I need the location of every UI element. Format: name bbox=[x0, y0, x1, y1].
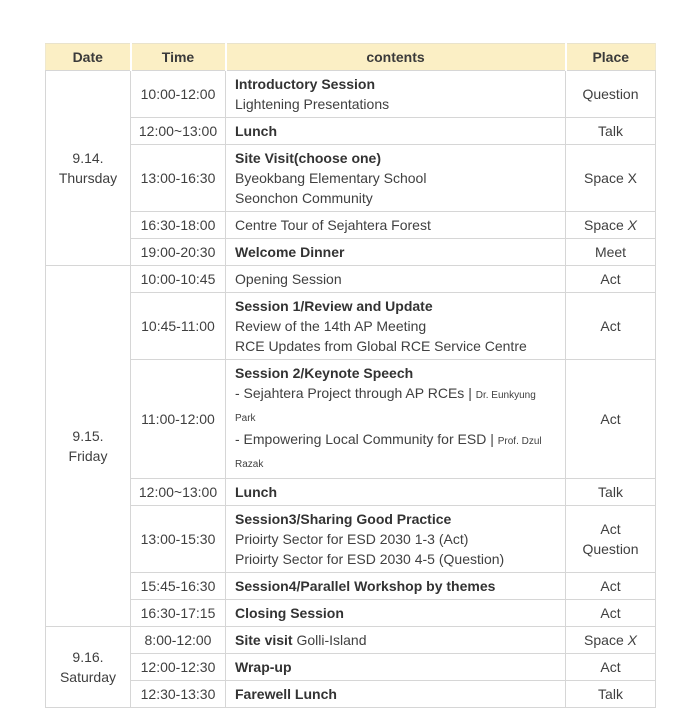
table-row bbox=[46, 506, 656, 573]
place-cell bbox=[566, 681, 656, 708]
text-regular: RCE Updates from Global RCE Service Centre bbox=[235, 338, 527, 354]
date-number: 9.16. bbox=[72, 649, 104, 665]
text-regular: Opening Session bbox=[235, 271, 342, 287]
header-row bbox=[46, 44, 656, 71]
text-regular: Act bbox=[600, 605, 621, 621]
content-line bbox=[235, 630, 559, 650]
content-cell bbox=[226, 239, 566, 266]
date-weekday: Friday bbox=[68, 448, 108, 464]
place-line bbox=[572, 409, 649, 429]
time-cell: 11:00-12:00 bbox=[131, 360, 226, 479]
content-cell bbox=[226, 360, 566, 479]
place-cell bbox=[566, 627, 656, 654]
column-header-contents: contents bbox=[226, 44, 566, 71]
date-number: 9.15. bbox=[72, 428, 104, 444]
place-line bbox=[572, 215, 649, 235]
content-line bbox=[235, 429, 559, 475]
text-bold: Session4/Parallel Workshop by themes bbox=[235, 578, 496, 594]
date-number: 9.14. bbox=[72, 150, 104, 166]
table-row bbox=[46, 71, 656, 118]
time-cell: 10:00-12:00 bbox=[131, 71, 226, 118]
text-regular: Prioirty Sector for ESD 2030 4-5 (Question) bbox=[235, 551, 505, 567]
text-regular: Golli-Island bbox=[296, 632, 367, 648]
place-cell bbox=[566, 293, 656, 360]
table-row bbox=[46, 600, 656, 627]
table-row bbox=[46, 479, 656, 506]
content-line bbox=[235, 242, 559, 262]
content-line bbox=[235, 363, 559, 383]
place-cell bbox=[566, 600, 656, 627]
content-cell bbox=[226, 627, 566, 654]
content-line bbox=[235, 549, 559, 569]
time-cell: 12:00-12:30 bbox=[131, 654, 226, 681]
text-italic: X bbox=[627, 632, 637, 648]
text-regular: Talk bbox=[598, 686, 623, 702]
place-line bbox=[572, 576, 649, 596]
content-cell bbox=[226, 506, 566, 573]
text-speaker-name: Dr. Eunkyung Park bbox=[235, 390, 536, 424]
text-regular: Space X bbox=[584, 170, 637, 186]
date-cell-friday bbox=[46, 266, 131, 627]
place-cell bbox=[566, 360, 656, 479]
content-line bbox=[235, 74, 559, 94]
text-bold: Session 2/Keynote Speech bbox=[235, 365, 414, 381]
content-line bbox=[235, 168, 559, 188]
table-row bbox=[46, 573, 656, 600]
content-line bbox=[235, 383, 559, 429]
content-cell bbox=[226, 681, 566, 708]
text-regular: Act bbox=[600, 521, 621, 537]
time-cell: 16:30-18:00 bbox=[131, 212, 226, 239]
time-cell: 12:00~13:00 bbox=[131, 118, 226, 145]
place-line bbox=[572, 539, 649, 559]
table-row bbox=[46, 118, 656, 145]
table-row bbox=[46, 293, 656, 360]
place-line bbox=[572, 84, 649, 104]
place-line bbox=[572, 519, 649, 539]
table-row bbox=[46, 360, 656, 479]
text-bold: Closing Session bbox=[235, 605, 344, 621]
time-cell: 13:00-15:30 bbox=[131, 506, 226, 573]
text-regular: Space bbox=[584, 217, 628, 233]
date-cell-thursday bbox=[46, 71, 131, 266]
content-line bbox=[235, 336, 559, 356]
text-bold: Farewell Lunch bbox=[235, 686, 337, 702]
content-line bbox=[235, 684, 559, 704]
time-cell: 13:00-16:30 bbox=[131, 145, 226, 212]
place-cell bbox=[566, 212, 656, 239]
text-bold: Session3/Sharing Good Practice bbox=[235, 511, 452, 527]
content-cell bbox=[226, 654, 566, 681]
time-cell: 12:30-13:30 bbox=[131, 681, 226, 708]
text-regular: Act bbox=[600, 578, 621, 594]
text-regular: Act bbox=[600, 411, 621, 427]
place-line bbox=[572, 168, 649, 188]
place-line bbox=[572, 482, 649, 502]
time-cell: 8:00-12:00 bbox=[131, 627, 226, 654]
content-cell bbox=[226, 71, 566, 118]
date-cell-saturday bbox=[46, 627, 131, 708]
text-bold: Introductory Session bbox=[235, 76, 376, 92]
content-cell bbox=[226, 266, 566, 293]
text-regular: Act bbox=[600, 271, 621, 287]
place-line bbox=[572, 684, 649, 704]
content-line bbox=[235, 576, 559, 596]
text-regular: Prioirty Sector for ESD 2030 1-3 (Act) bbox=[235, 531, 469, 547]
place-line bbox=[572, 657, 649, 677]
text-regular: Seonchon Community bbox=[235, 190, 373, 206]
place-line bbox=[572, 316, 649, 336]
place-cell bbox=[566, 118, 656, 145]
text-regular: - Empowering Local Community for ESD | bbox=[235, 431, 498, 447]
content-line bbox=[235, 529, 559, 549]
place-cell bbox=[566, 239, 656, 266]
place-cell bbox=[566, 479, 656, 506]
place-cell bbox=[566, 145, 656, 212]
column-header-time: Time bbox=[131, 44, 226, 71]
content-line bbox=[235, 603, 559, 623]
time-cell: 19:00-20:30 bbox=[131, 239, 226, 266]
content-line bbox=[235, 509, 559, 529]
content-cell bbox=[226, 573, 566, 600]
time-cell: 16:30-17:15 bbox=[131, 600, 226, 627]
text-bold: Lunch bbox=[235, 484, 277, 500]
text-italic: X bbox=[627, 217, 637, 233]
column-header-place: Place bbox=[566, 44, 656, 71]
text-bold: Wrap-up bbox=[235, 659, 292, 675]
text-regular: Talk bbox=[598, 484, 623, 500]
place-cell bbox=[566, 266, 656, 293]
content-cell bbox=[226, 293, 566, 360]
text-regular: Question bbox=[582, 541, 639, 557]
text-regular: Lightening Presentations bbox=[235, 96, 390, 112]
place-line bbox=[572, 603, 649, 623]
schedule-table bbox=[45, 43, 656, 708]
date-weekday: Thursday bbox=[58, 170, 118, 186]
text-regular: Act bbox=[600, 659, 621, 675]
text-regular: Centre Tour of Sejahtera Forest bbox=[235, 217, 431, 233]
content-cell bbox=[226, 145, 566, 212]
table-row bbox=[46, 681, 656, 708]
time-cell: 15:45-16:30 bbox=[131, 573, 226, 600]
date-weekday: Saturday bbox=[59, 669, 117, 685]
place-line bbox=[572, 630, 649, 650]
content-line bbox=[235, 94, 559, 114]
text-regular: Byeokbang Elementary School bbox=[235, 170, 427, 186]
table-row bbox=[46, 239, 656, 266]
text-bold: Site visit bbox=[235, 632, 297, 648]
place-cell bbox=[566, 506, 656, 573]
place-cell bbox=[566, 654, 656, 681]
text-bold: Lunch bbox=[235, 123, 277, 139]
text-bold: Site Visit(choose one) bbox=[235, 150, 381, 166]
time-cell: 10:00-10:45 bbox=[131, 266, 226, 293]
place-line bbox=[572, 121, 649, 141]
text-speaker-name: Prof. Dzul Razak bbox=[235, 436, 542, 470]
content-cell bbox=[226, 118, 566, 145]
content-line bbox=[235, 316, 559, 336]
time-cell: 10:45-11:00 bbox=[131, 293, 226, 360]
text-regular: - Sejahtera Project through AP RCEs | bbox=[235, 385, 476, 401]
place-cell bbox=[566, 71, 656, 118]
time-cell: 12:00~13:00 bbox=[131, 479, 226, 506]
content-cell bbox=[226, 600, 566, 627]
table-row bbox=[46, 627, 656, 654]
table-row bbox=[46, 654, 656, 681]
table-row bbox=[46, 212, 656, 239]
content-line bbox=[235, 215, 559, 235]
content-line bbox=[235, 188, 559, 208]
text-regular: Meet bbox=[594, 244, 627, 260]
content-cell bbox=[226, 212, 566, 239]
content-line bbox=[235, 482, 559, 502]
text-regular: Review of the 14th AP Meeting bbox=[235, 318, 427, 334]
content-line bbox=[235, 657, 559, 677]
text-bold: Session 1/Review and Update bbox=[235, 298, 433, 314]
text-regular: Act bbox=[600, 318, 621, 334]
content-line bbox=[235, 296, 559, 316]
place-cell bbox=[566, 573, 656, 600]
text-regular: Space bbox=[584, 632, 628, 648]
table-row bbox=[46, 266, 656, 293]
table-row bbox=[46, 145, 656, 212]
content-cell bbox=[226, 479, 566, 506]
content-line bbox=[235, 269, 559, 289]
text-regular: Talk bbox=[598, 123, 623, 139]
text-bold: Welcome Dinner bbox=[235, 244, 345, 260]
text-regular: Question bbox=[582, 86, 639, 102]
place-line bbox=[572, 269, 649, 289]
content-line bbox=[235, 148, 559, 168]
column-header-date: Date bbox=[46, 44, 131, 71]
place-line bbox=[572, 242, 649, 262]
content-line bbox=[235, 121, 559, 141]
